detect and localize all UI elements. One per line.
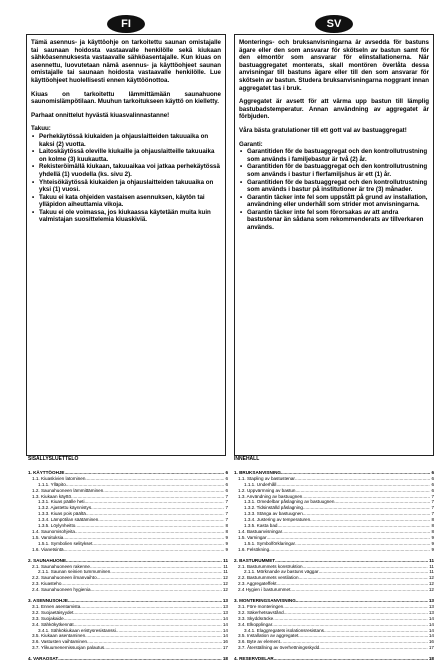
toc-entry — [234, 656, 434, 662]
toc-entry-title: 1.5.1. Symbolförklaringar — [244, 540, 296, 546]
toc-entry-title: 1.6. Felsökning — [238, 546, 270, 552]
toc-entry-title: 3.1. Ennen asentamista — [32, 603, 81, 609]
toc-page-number: 6 — [225, 469, 228, 475]
table-of-contents-sv — [234, 457, 434, 662]
toc-page-number: 13 — [222, 603, 228, 609]
toc-entry — [28, 645, 228, 651]
toc-entry-title: 1. BRUKSANVISNING — [234, 469, 281, 475]
toc-page-number: 13 — [428, 609, 434, 615]
toc-leader-dots — [58, 656, 222, 662]
toc-page-number: 18 — [222, 656, 228, 662]
toc-page-number: 6 — [225, 475, 228, 481]
toc-entry-title: 1.1.1. Ylläpito — [38, 481, 66, 487]
toc-page-number: 13 — [222, 609, 228, 615]
warranty-list — [31, 133, 221, 224]
toc-entry-title: 1.2. Saunahuoneen lämmittäminen — [32, 487, 104, 493]
toc-entry — [28, 547, 228, 553]
toc-page-number: 9 — [431, 540, 434, 546]
purpose-paragraph: Kiuas on tarkoitettu lämmittämään saunahuone saunomislämpötilaan. Muuhun tarkoitukseen käyttö on kielletty. — [31, 90, 221, 106]
toc-entry-title: 2.1. Saunahuoneen rakenne — [32, 563, 90, 569]
toc-page-number: 9 — [225, 540, 228, 546]
toc-page-number: 7 — [225, 517, 228, 523]
toc-page-number: 14 — [222, 627, 228, 633]
warranty-item: • Takuu ei ole voimassa, jos kiukaassa käytetään muita kuin valmistajan suosittelemia kiuaskiviä. — [39, 209, 221, 224]
toc-entry-title: 3.3. Suojakaide — [32, 615, 64, 621]
toc-page-number: 7 — [225, 511, 228, 517]
toc-entry-title: 3.4. Elkopplingar — [238, 621, 273, 627]
toc-entry-title: 1.3. Användning av bastuugnen — [238, 493, 303, 499]
toc-page-number: 9 — [431, 534, 434, 540]
toc-page-number: 12 — [222, 581, 228, 587]
toc-entry-title: 3.2. Säkerhetsavstånd — [238, 609, 284, 615]
congratulations-paragraph: Våra bästa gratulationer till ett gott val av bastuaggregat! — [239, 126, 407, 134]
toc-page-number: 17 — [428, 645, 434, 651]
language-badge-sv: SV — [315, 15, 353, 33]
toc-entry-title: 3.4. Sähkökytkennät — [32, 621, 74, 627]
toc-page-number: 13 — [428, 603, 434, 609]
warranty-list — [239, 148, 429, 232]
toc-page-number: 9 — [225, 534, 228, 540]
warranty-item: • Laitoskäytössä oleville kiukaille ja ohjauslaitteille takuuaika on kolme (3) kuukautta. — [39, 148, 221, 163]
toc-entry-title: 1.5. Varningar — [238, 534, 267, 540]
toc-entry-title: 2.1. Basturummets konstruktion — [238, 563, 303, 569]
toc-entry-title: 1.3.3. Kiuas pois päältä — [38, 511, 86, 517]
toc-page-number: 9 — [225, 546, 228, 552]
warranty-heading: Takuu: — [31, 125, 51, 133]
toc-page-number: 8 — [431, 523, 434, 529]
toc-page-number: 7 — [431, 511, 434, 517]
toc-page-number: 6 — [431, 487, 434, 493]
congratulations-paragraph: Parhaat onnittelut hyvästä kiuasvalinnastanne! — [31, 111, 170, 119]
toc-page-number: 16 — [222, 639, 228, 645]
toc-entry-title: 1.3.5. Löylynheitto — [38, 523, 76, 529]
toc-page-number: 6 — [431, 469, 434, 475]
purpose-paragraph: Aggregatet är avsett för att värma upp bastun till lämplig bastubadstemperatur. Annan användning av aggregatet är förbjuden. — [239, 98, 429, 121]
swedish-text-box — [234, 34, 434, 456]
toc-page-number: 11 — [223, 569, 228, 575]
toc-entry — [28, 587, 228, 593]
toc-page-number: 14 — [428, 615, 434, 621]
toc-entry-title: 1.3.1. Omedelbar påslagning av bastuugnen — [244, 499, 335, 505]
toc-entry-title: 1.4. Saunomisohjeita — [32, 528, 75, 534]
toc-entry-title: 3. MONTERINGSANVISNING — [234, 598, 296, 604]
warranty-item: • Garantitiden för de bastuaggregat och den kontrollutrustning som används i bastur på institutioner är tre (3) månader. — [247, 179, 429, 194]
toc-page-number: 14 — [222, 615, 228, 621]
toc-leader-dots — [64, 547, 225, 553]
toc-page-number: 7 — [431, 505, 434, 511]
toc-entry-title: 1.3.5. Kasta bad — [244, 523, 278, 529]
toc-entry-title: 4. RESERVDELAR — [234, 656, 274, 662]
toc-page-number: 18 — [428, 656, 434, 662]
intro-paragraph: Tämä asennus- ja käyttöohje on tarkoitettu saunan omistajalle tai saunaan hoidosta vastaavalle henkilölle sekä kiukaan sähköasennuksesta vastaavalle sähköasentajalle. Kun kiuas on asennettu, luovutetaan nämä asennus- ja käyttöohjeet saunan omistajalle tai saunaan hoidosta vastaavalle henkilölle. Lue käyttöohjeet huolellisesti ennen käyttöönottoa. — [31, 39, 221, 84]
toc-page-number: 12 — [428, 581, 434, 587]
toc-page-number: 8 — [431, 528, 434, 534]
toc-entry-title: 3.5. Kiukaan asentaminen — [32, 633, 86, 639]
toc-leader-dots — [91, 587, 222, 593]
toc-entry-title: 2. BASTURUMMET — [234, 557, 276, 563]
toc-entry-title: 3.6. Vastusten vaihtaminen — [32, 639, 88, 645]
warranty-item: • Garantin täcker inte fel som förorsakas av att andra bastustenar än sådana som rekommenderats av tillverkaren används. — [247, 209, 429, 232]
toc-page-number: 14 — [222, 621, 228, 627]
toc-page-number: 6 — [431, 481, 434, 487]
warranty-item: • Garantitiden för de bastuaggregat och den kontrollutrustning som används i familjebastur är två (2) år. — [247, 148, 429, 163]
toc-page-number: 17 — [222, 645, 228, 651]
language-badge-fi: FI — [107, 15, 145, 33]
toc-page-number: 7 — [431, 493, 434, 499]
toc-entry-title: 1. KÄYTTÖOHJE — [28, 469, 65, 475]
toc-leader-dots — [104, 645, 222, 651]
toc-entry-title: 1.6. Vianetsintä — [32, 546, 64, 552]
toc-page-number: 12 — [428, 587, 434, 593]
toc-entry-title: 1.1. Stapling av bastustenar — [238, 475, 295, 481]
toc-entry — [234, 645, 434, 651]
toc-entry-title: 3.2. Suojaetäisyydet — [32, 609, 74, 615]
toc-page-number: 14 — [428, 627, 434, 633]
warranty-heading: Garanti: — [239, 140, 263, 148]
toc-leader-dots — [290, 587, 428, 593]
toc-entry — [28, 656, 228, 662]
warranty-item: • Garantitiden för de bastuaggregat och den kontrollutrustning som används i bastur i flerfamiljshus är ett (1) år. — [247, 163, 429, 178]
toc-page-number: 7 — [225, 505, 228, 511]
intro-paragraph: Monterings- och bruksanvisningarna är avsedda för bastuns ägare eller den som ansvarar för skötseln av bastun samt för den elmontör som ansvarar för elinstallationerna. När bastuaggregatet monterats, skall montören överlåta dessa anvisningar till bastuns ägare eller till den som ansvarar för skötseln av bastun. Studera bruksanvisningarna noggrant innan aggregatet tas i bruk. — [239, 39, 429, 92]
toc-page-number: 16 — [428, 639, 434, 645]
toc-entry-title: 2.2. Saunahuoneen ilmanvaihto — [32, 575, 97, 581]
toc-page-number: 12 — [428, 575, 434, 581]
toc-entry-title: 4. VARAOSAT — [28, 656, 59, 662]
toc-page-number: 8 — [225, 528, 228, 534]
toc-entry-title: 1.1. Kiuaskivien latominen — [32, 475, 86, 481]
toc-page-number: 9 — [431, 546, 434, 552]
toc-entry — [234, 587, 434, 593]
toc-page-number: 11 — [223, 557, 228, 563]
toc-page-number: 12 — [222, 587, 228, 593]
toc-entry-title: 3.7. Återställning av överhettningsskydd — [238, 645, 320, 651]
toc-page-number: 8 — [225, 523, 228, 529]
toc-entry-title: 1.3.2. Ajastettu käynnistys — [38, 505, 92, 511]
toc-entry-title: 3.4.1. Elaggregatets isolationsresistans — [244, 627, 324, 633]
toc-page-number: 13 — [428, 598, 434, 604]
toc-page-number: 6 — [225, 481, 228, 487]
toc-entry-title: 1.3.2. Tidsinställd påslagning — [244, 505, 303, 511]
toc-page-number: 6 — [431, 475, 434, 481]
toc-page-number: 8 — [431, 517, 434, 523]
swedish-column — [234, 14, 434, 456]
toc-entry-title: 2.4. Saunahuoneen hygienia — [32, 587, 91, 593]
toc-entry-title: 1.3.3. Stänga av bastuugnen — [244, 511, 303, 517]
toc-entry-title: 2.1.1. Mörknande av bastuns väggar — [244, 569, 319, 575]
toc-entry-title: 1.3. Kiukaan käyttö — [32, 493, 72, 499]
toc-entry-title: 2.3. Aggregateffekt — [238, 581, 277, 587]
toc-entry-title: 1.3.4. Lämpötilan säätäminen — [38, 517, 99, 523]
toc-page-number: 7 — [225, 499, 228, 505]
toc-entry-title: 1.2. Uppvärmning av bastun — [238, 487, 296, 493]
toc-page-number: 11 — [429, 563, 434, 569]
finnish-column — [26, 14, 226, 456]
warranty-item: • Takuu ei kata ohjeiden vastaisen asennuksen, käytön tai ylläpidon aiheuttamia vikoja. — [39, 194, 221, 209]
warranty-item: • Perhekäytössä kiukaiden ja ohjauslaitteiden takuuaika on kaksi (2) vuotta. — [39, 133, 221, 148]
toc-page-number: 11 — [223, 563, 228, 569]
toc-page-number: 14 — [222, 633, 228, 639]
toc-page-number: 7 — [225, 493, 228, 499]
toc-title: INNEHÅLL — [234, 456, 260, 462]
toc-leader-dots — [269, 547, 430, 553]
toc-entry-title: 2.3. Kiuasteho — [32, 581, 62, 587]
finnish-text-box — [26, 34, 226, 456]
toc-page-number: 11 — [429, 569, 434, 575]
toc-leader-dots — [319, 645, 428, 651]
toc-page-number: 6 — [225, 487, 228, 493]
toc-entry-title: 1.3.4. Justering av temperaturen — [244, 517, 311, 523]
toc-page-number: 14 — [428, 621, 434, 627]
toc-page-number: 11 — [429, 557, 434, 563]
toc-entry-title: 1.5. Varoituksia — [32, 534, 64, 540]
toc-entry-title: 3.7. Ylikuumenemissuojan palautus — [32, 645, 105, 651]
table-of-contents-fi — [28, 457, 228, 662]
toc-entry-title: 2.4 Hygien i basturummet — [238, 587, 291, 593]
toc-page-number: 12 — [222, 575, 228, 581]
toc-entry-title: 3.1. Före monteringen — [238, 603, 284, 609]
toc-entry-title: 3.3. Skyddsräcke — [238, 615, 274, 621]
toc-entry-title: 1.5.1. Symbolien selitykset — [38, 540, 93, 546]
toc-entry — [234, 547, 434, 553]
toc-leader-dots — [274, 656, 428, 662]
toc-page-number: 13 — [222, 598, 228, 604]
toc-entry-title: 3. ASENNUSOHJE — [28, 598, 68, 604]
toc-entry-title: 2.1.1. Saunan seinien tummuminen — [38, 569, 111, 575]
toc-entry-title: 2.2. Basturummets ventilation — [238, 575, 299, 581]
toc-entry-title: 3.6. Byte av element — [238, 639, 280, 645]
toc-entry-title: 3.4.1. Sähkökiukaan eristysresistanssi — [38, 627, 116, 633]
toc-page-number: 14 — [428, 633, 434, 639]
toc-entry-title: 2. SAUNAHUONE — [28, 557, 67, 563]
toc-entry-title: 1.1.1. Underhåll — [244, 481, 277, 487]
toc-entry-title: 3.5. Installation av aggregatet — [238, 633, 299, 639]
toc-entry-title: 1.4. Bastuanvisningar — [238, 528, 283, 534]
warranty-item: • Yhteisökäytössä kiukaiden ja ohjauslaitteiden takuuaika on yksi (1) vuosi. — [39, 179, 221, 194]
warranty-item: • Rekisteröimällä kiukaan, takuuaikaa voi jatkaa perhekäytössä yhdellä (1) vuodella (ks. sivu 2). — [39, 163, 221, 178]
toc-title: SISÄLLYSLUETTELO — [28, 456, 79, 462]
warranty-item: • Garantin täcker inte fel som uppstått på grund av installation, användning eller underhåll som strider mot anvisningarna. — [247, 194, 429, 209]
toc-entry-title: 1.3.1. Kiuas päälle heti — [38, 499, 85, 505]
toc-page-number: 7 — [431, 499, 434, 505]
